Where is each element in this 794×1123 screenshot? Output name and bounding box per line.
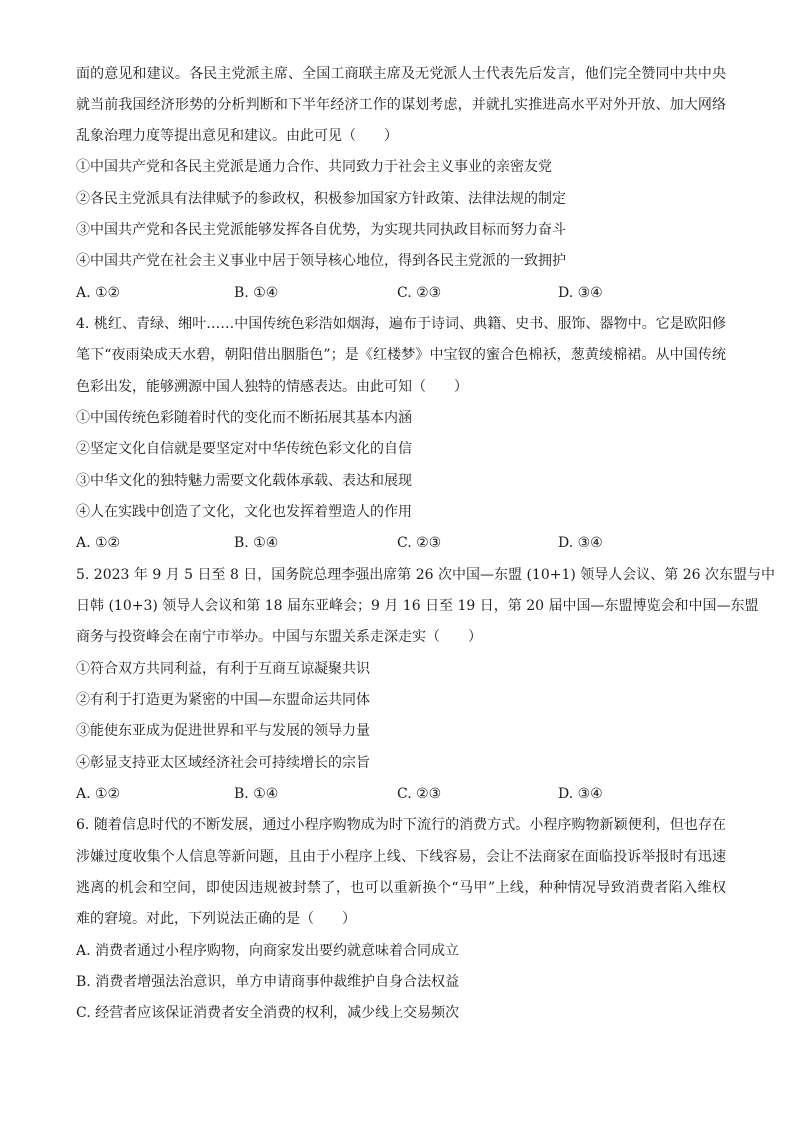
q5-statement-4: ④彰显支持亚太区域经济社会可持续增长的宗旨 xyxy=(76,755,370,771)
q5-option-d[interactable]: D. ③④ xyxy=(558,786,603,802)
q3-stem-line-1: 面的意见和建议。各民主党派主席、全国工商联主席及无党派人士代表先后发言，他们完全赞同中共中央 xyxy=(76,66,726,82)
q4-statement-2: ②坚定文化自信就是要坚定对中华传统色彩文化的自信 xyxy=(76,441,412,457)
q5-stem-line-1: 5. 2023 年 9 月 5 日至 8 日，国务院总理李强出席第 26 次中国—东盟 (10+1) 领导人会议、第 26 次东盟与中 xyxy=(76,567,776,583)
q6-choice-c[interactable]: C. 经营者应该保证消费者安全消费的权利，减少线上交易频次 xyxy=(76,1005,460,1021)
q3-statement-1: ①中国共产党和各民主党派是通力合作、共同致力于社会主义事业的亲密友党 xyxy=(76,159,552,175)
q3-statement-2: ②各民主党派具有法律赋予的参政权，积极参加国家方针政策、法律法规的制定 xyxy=(76,191,566,207)
q6-choice-a[interactable]: A. 消费者通过小程序购物，向商家发出要约就意味着合同成立 xyxy=(76,943,460,959)
q4-option-c[interactable]: C. ②③ xyxy=(397,535,442,551)
q6-stem-line-2: 涉嫌过度收集个人信息等新问题，且由于小程序上线、下线容易，会让不法商家在面临投诉举报时有迅速 xyxy=(76,849,726,865)
q4-stem-line-2: 笔下“夜雨染成天水碧，朝阳借出胭脂色”；是《红楼梦》中宝钗的蜜合色棉袄，葱黄绫棉裙。从中国传统 xyxy=(76,347,726,363)
q3-statement-4: ④中国共产党在社会主义事业中居于领导核心地位，得到各民主党派的一致拥护 xyxy=(76,253,566,269)
q3-option-d[interactable]: D. ③④ xyxy=(558,285,603,301)
q5-stem-line-2: 日韩 (10+3) 领导人会议和第 18 届东亚峰会；9 月 16 日至 19 日，第 20 届中国—东盟博览会和中国—东盟 xyxy=(76,598,759,614)
q4-stem-line-1: 4. 桃红、青绿、缃叶……中国传统色彩浩如烟海，遍布于诗词、典籍、史书、服饰、器物中。它是欧阳修 xyxy=(76,316,726,332)
q3-option-c[interactable]: C. ②③ xyxy=(397,285,442,301)
q5-option-b[interactable]: B. ①④ xyxy=(234,786,279,802)
q4-statement-4: ④人在实践中创造了文化，文化也发挥着塑造人的作用 xyxy=(76,504,412,520)
q5-option-c[interactable]: C. ②③ xyxy=(397,786,442,802)
q3-option-b[interactable]: B. ①④ xyxy=(234,285,279,301)
q3-stem-line-2: 就当前我国经济形势的分析判断和下半年经济工作的谋划考虑，并就扎实推进高水平对外开放、加大网络 xyxy=(76,97,726,113)
q4-option-d[interactable]: D. ③④ xyxy=(558,535,603,551)
q5-statement-2: ②有利于打造更为紧密的中国—东盟命运共同体 xyxy=(76,692,370,708)
q5-option-a[interactable]: A. ①② xyxy=(76,786,121,802)
q6-stem-line-1: 6. 随着信息时代的不断发展，通过小程序购物成为时下流行的消费方式。小程序购物新颖便利，但也存在 xyxy=(76,817,726,833)
q4-statement-3: ③中华文化的独特魅力需要文化载体承载、表达和展现 xyxy=(76,473,412,489)
q3-stem-line-3: 乱象治理力度等提出意见和建议。由此可见（ ） xyxy=(76,128,398,144)
q4-stem-line-3: 色彩出发，能够溯源中国人独特的情感表达。由此可知（ ） xyxy=(76,379,468,395)
q3-statement-3: ③中国共产党和各民主党派能够发挥各自优势，为实现共同执政目标而努力奋斗 xyxy=(76,222,566,238)
q4-option-b[interactable]: B. ①④ xyxy=(234,535,279,551)
q3-option-a[interactable]: A. ①② xyxy=(76,285,121,301)
q5-statement-3: ③能使东亚成为促进世界和平与发展的领导力量 xyxy=(76,723,370,739)
q4-option-a[interactable]: A. ①② xyxy=(76,535,121,551)
q6-choice-b[interactable]: B. 消费者增强法治意识，单方申请商事仲裁维护自身合法权益 xyxy=(76,974,460,990)
q6-stem-line-3: 逃离的机会和空间，即使因违规被封禁了，也可以重新换个“马甲”上线，种种情况导致消费者陷入维权 xyxy=(76,880,726,896)
q4-statement-1: ①中国传统色彩随着时代的变化而不断拓展其基本内涵 xyxy=(76,410,412,426)
q6-stem-line-4: 难的窘境。对此，下列说法正确的是（ ） xyxy=(76,911,356,927)
q5-statement-1: ①符合双方共同利益，有利于互商互谅凝聚共识 xyxy=(76,661,370,677)
q5-stem-line-3: 商务与投资峰会在南宁市举办。中国与东盟关系走深走实（ ） xyxy=(76,629,482,645)
